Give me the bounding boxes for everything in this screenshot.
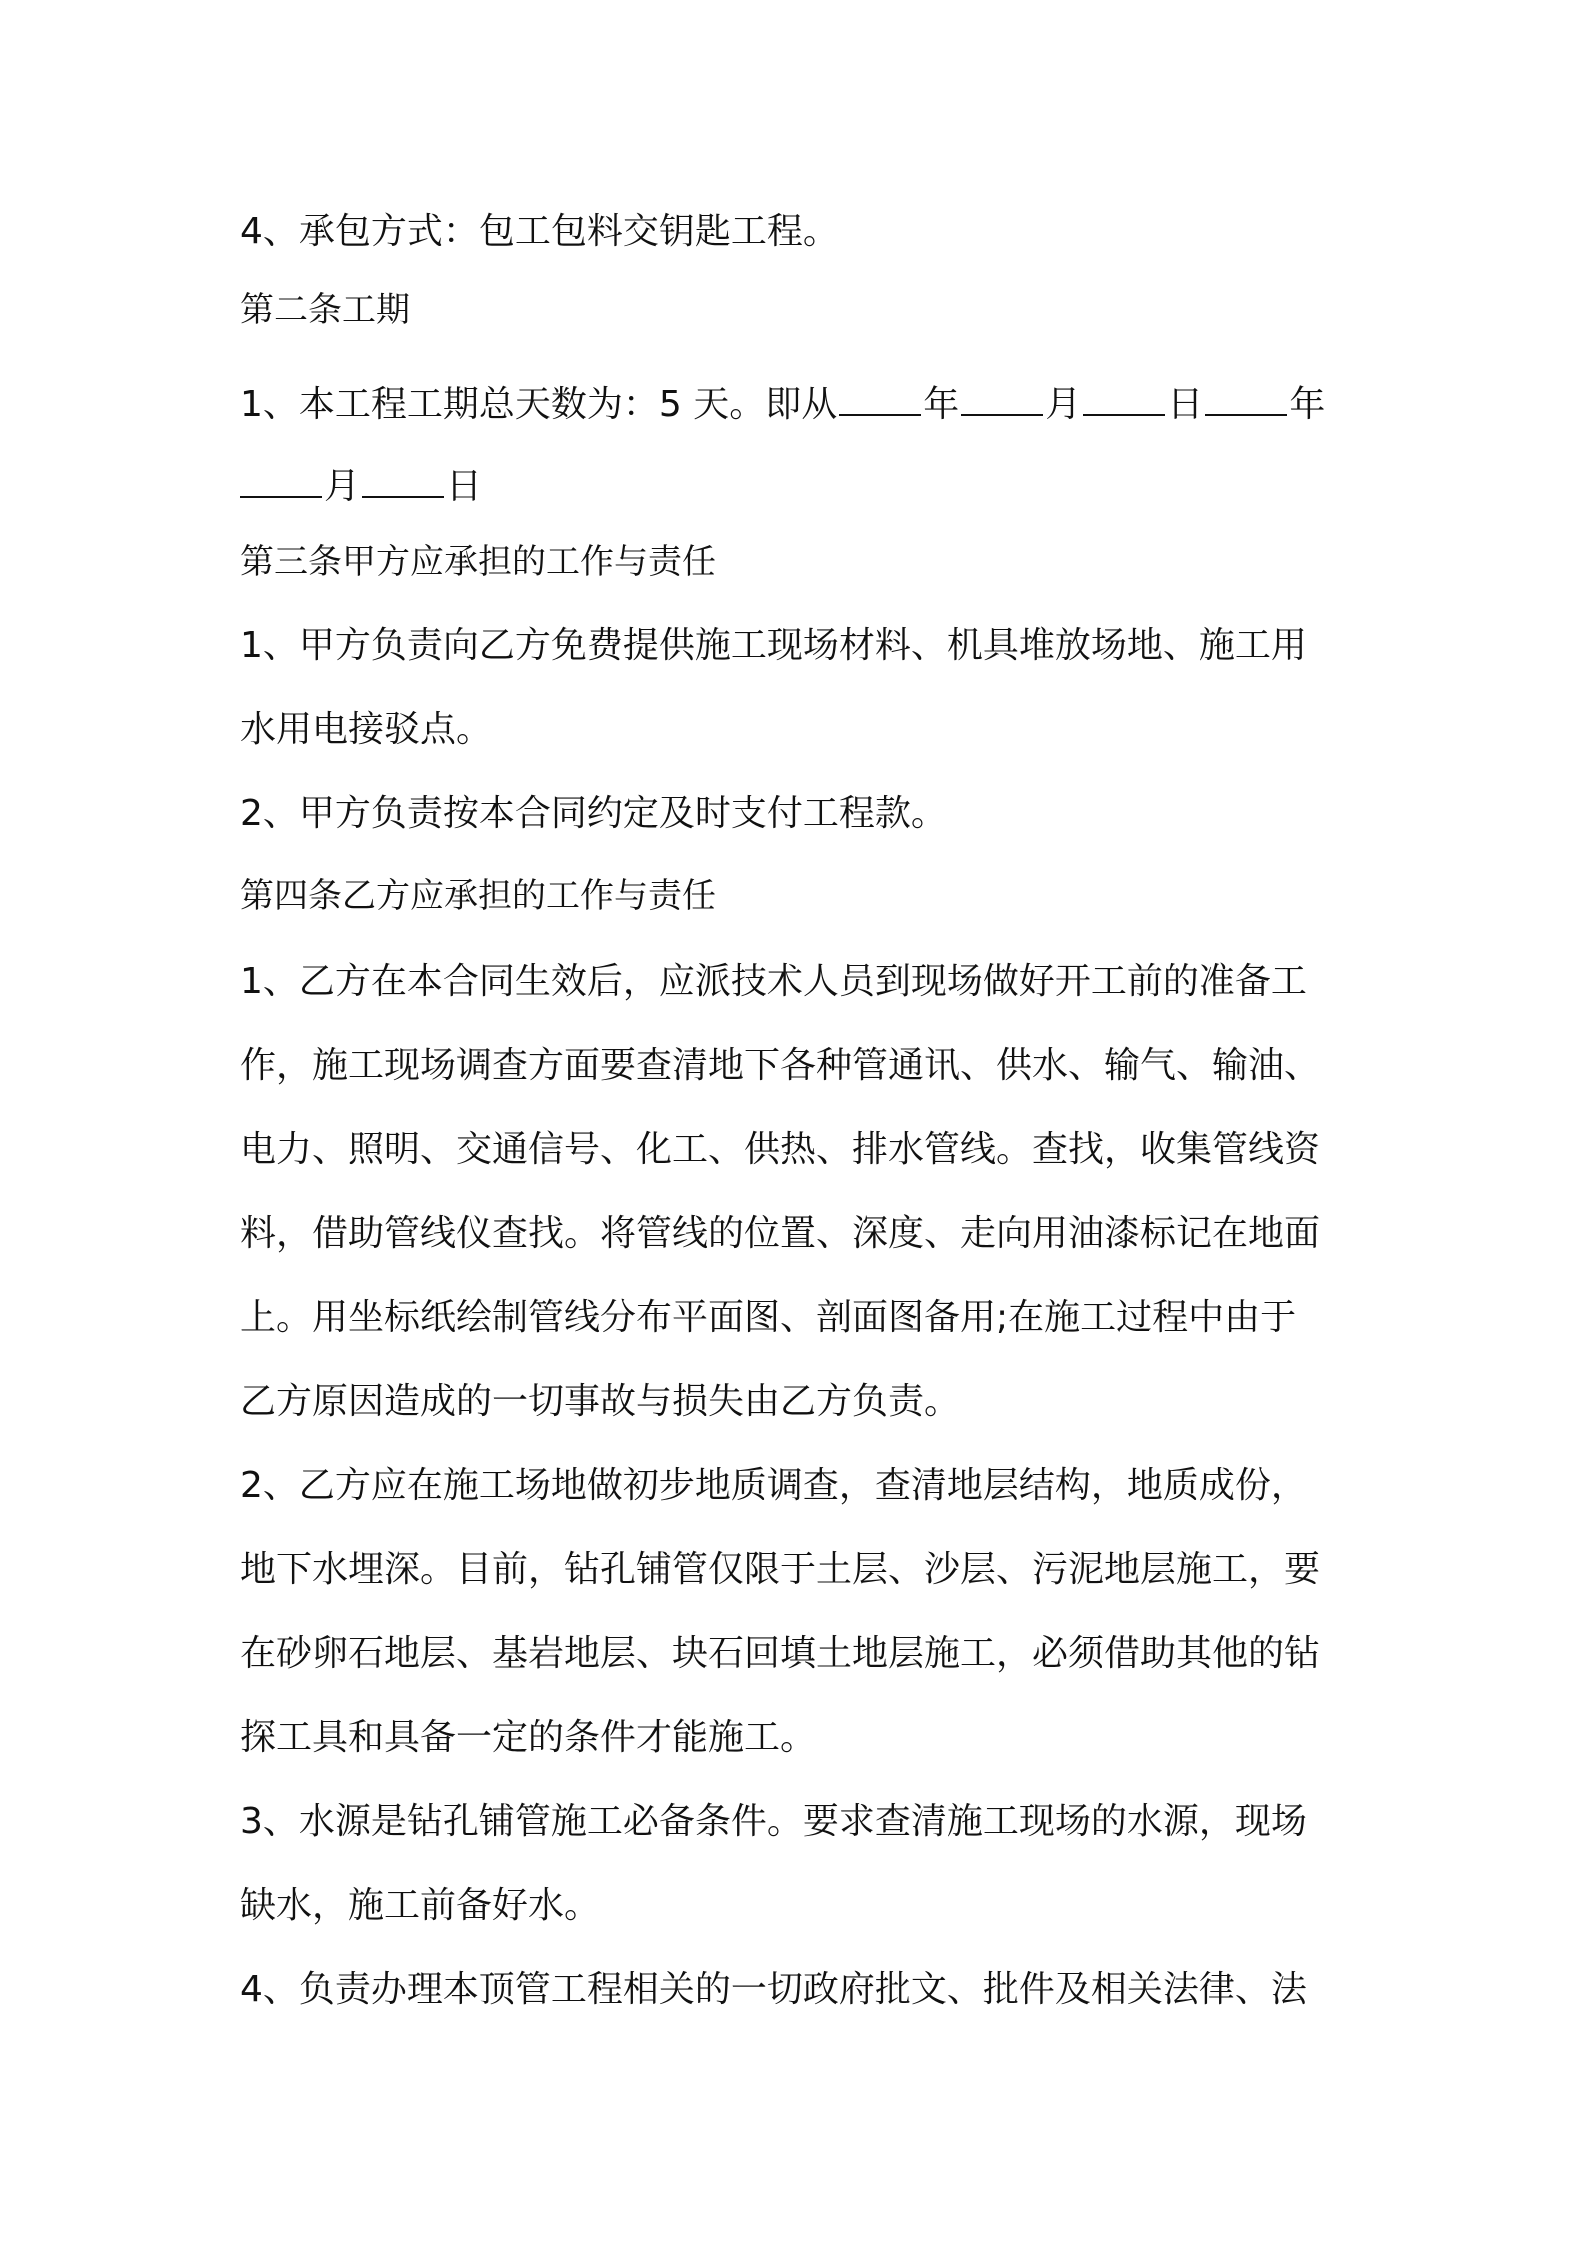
clause-4-2-line-4: 探工具和具备一定的条件才能施工。 xyxy=(240,1717,817,1758)
clause-4-3-line-2: 缺水，施工前备好水。 xyxy=(240,1885,601,1926)
clause-4-2-line-2: 地下水埋深。目前，钻孔铺管仅限于土层、沙层、污泥地层施工，要 xyxy=(240,1549,1321,1590)
clause-4-4-line-1: 4、负责办理本顶管工程相关的一切政府批文、批件及相关法律、法 xyxy=(240,1969,1307,2010)
clause-4-2-line-1: 2、乙方应在施工场地做初步地质调查，查清地层结构，地质成份， xyxy=(240,1465,1307,1506)
clause-4-1-line-1: 1、乙方在本合同生效后，应派技术人员到现场做好开工前的准备工 xyxy=(240,961,1307,1002)
article-4-heading: 第四条乙方应承担的工作与责任 xyxy=(240,876,716,916)
clause-4-2-line-3: 在砂卵石地层、基岩地层、块石回填土地层施工，必须借助其他的钻 xyxy=(240,1633,1321,1674)
clause-4-1-line-6: 乙方原因造成的一切事故与损失由乙方负责。 xyxy=(240,1381,961,1422)
clause-4-1-line-5: 上。用坐标纸绘制管线分布平面图、剖面图备用;在施工过程中由于 xyxy=(240,1297,1297,1338)
start-year-blank xyxy=(839,380,921,416)
clause-4-3-line-1: 3、水源是钻孔铺管施工必备条件。要求查清施工现场的水源，现场 xyxy=(240,1801,1307,1842)
start-day-blank xyxy=(1083,380,1165,416)
month-label: 月 xyxy=(324,466,361,507)
clause-4-1-line-2: 作，施工现场调查方面要查清地下各种管通讯、供水、输气、输油、 xyxy=(240,1045,1321,1086)
article-2-heading: 第二条工期 xyxy=(240,290,410,330)
clause-2-1-duration-cont xyxy=(240,462,1360,511)
clause-4-1-line-4: 料，借助管线仪查找。将管线的位置、深度、走向用油漆标记在地面 xyxy=(240,1213,1321,1254)
clause-1-4-contract-method: 4、承包方式：包工包料交钥匙工程。 xyxy=(240,211,839,252)
year-label: 年 xyxy=(923,384,960,425)
day-label: 日 xyxy=(1167,384,1204,425)
clause-3-1-line-2: 水用电接驳点。 xyxy=(240,709,493,750)
clause-3-2: 2、甲方负责按本合同约定及时支付工程款。 xyxy=(240,793,947,834)
month-label: 月 xyxy=(1045,384,1082,425)
clause-2-1-duration xyxy=(240,380,1360,429)
year-label: 年 xyxy=(1289,384,1326,425)
end-year-blank xyxy=(1205,380,1287,416)
end-month-blank xyxy=(240,462,322,498)
day-label: 日 xyxy=(446,466,483,507)
end-day-blank xyxy=(362,462,444,498)
clause-2-1-text: 1、本工程工期总天数为：5 天。即从 xyxy=(240,384,838,425)
article-3-heading: 第三条甲方应承担的工作与责任 xyxy=(240,542,716,582)
start-month-blank xyxy=(961,380,1043,416)
clause-3-1-line-1: 1、甲方负责向乙方免费提供施工现场材料、机具堆放场地、施工用 xyxy=(240,625,1307,666)
clause-4-1-line-3: 电力、照明、交通信号、化工、供热、排水管线。查找，收集管线资 xyxy=(240,1129,1321,1170)
